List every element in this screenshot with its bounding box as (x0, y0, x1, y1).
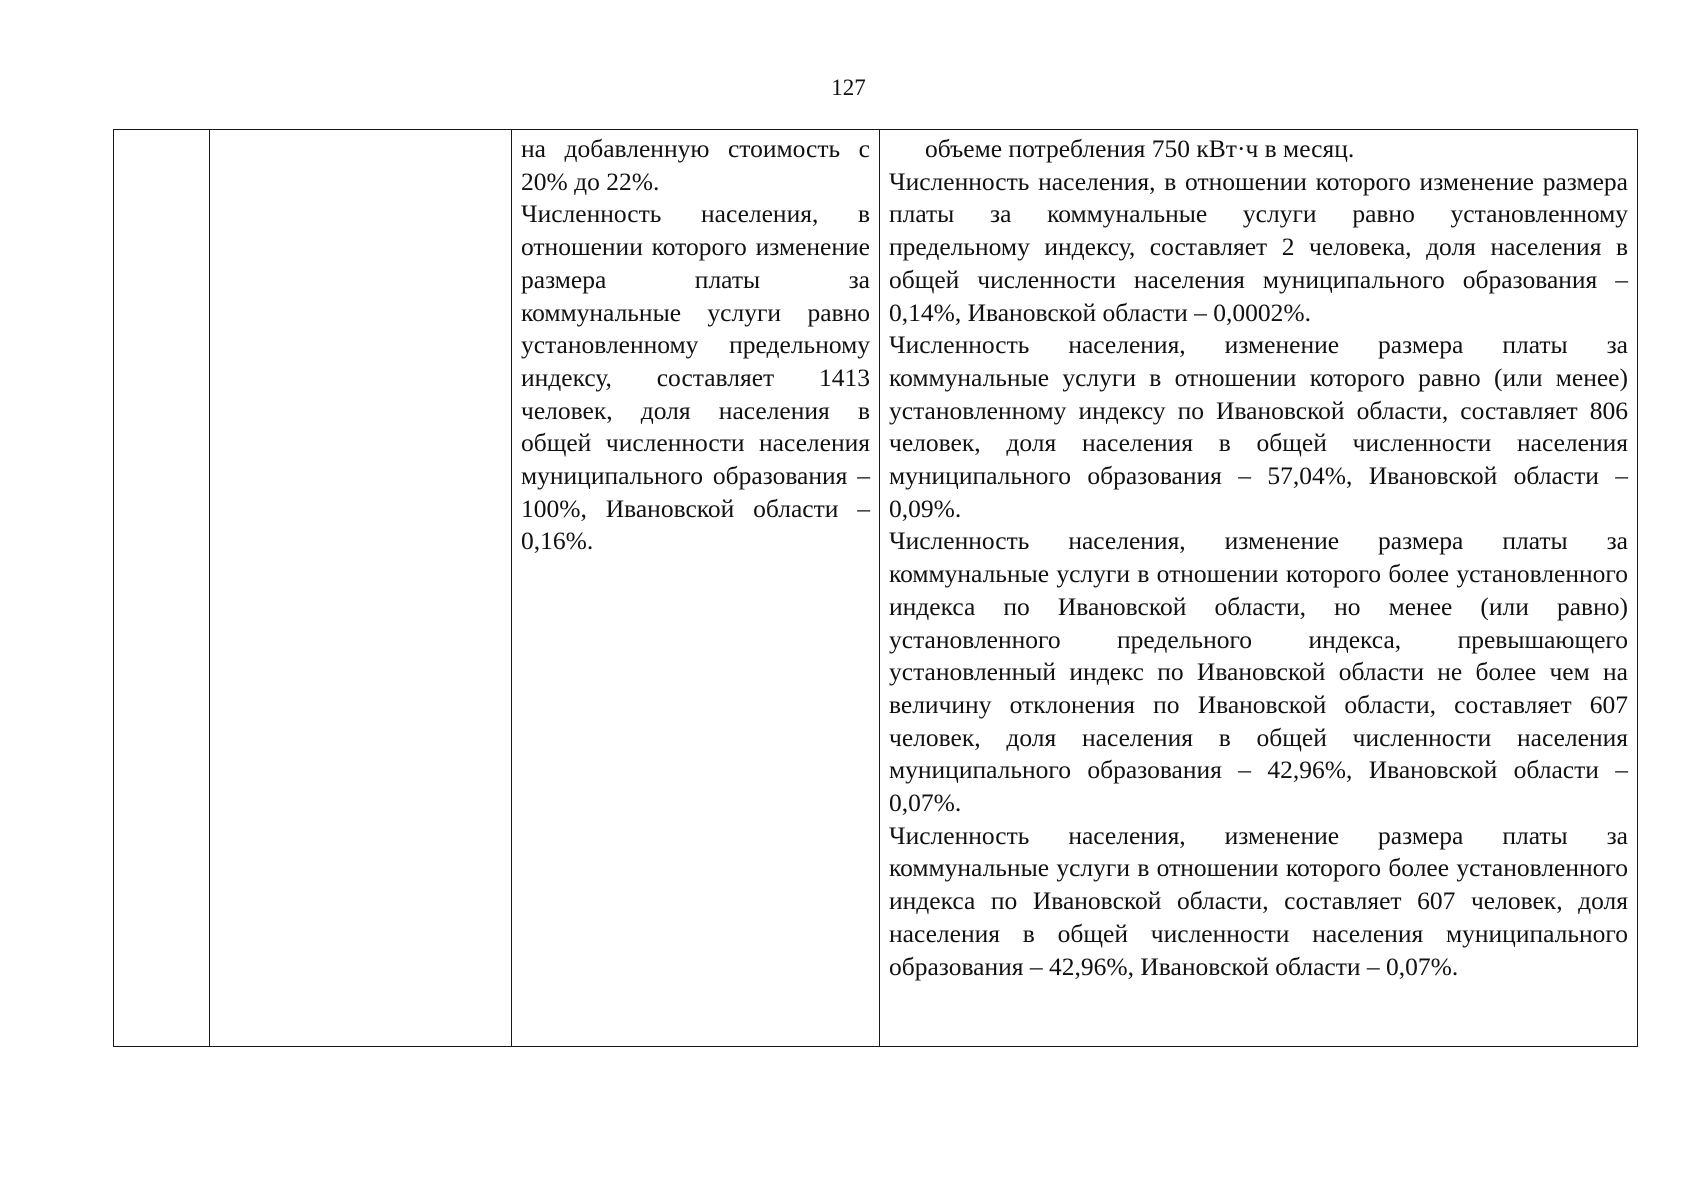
table-cell-col-2 (210, 130, 512, 1047)
table-cell-col-4 (880, 130, 1638, 1047)
col4-paragraph-above-index: Численность населения, изменение размера платы за коммунальные услуги в отношении которого более установленного индекса по Ивановской области, составляет 607 человек, доля населения в общей численности населения муниципального образования – 42,96%, Ивановской области – 0,07%. (889, 820, 1628, 981)
col3-paragraph-vat: на добавленную стоимость с 20% до 22%. (521, 134, 870, 196)
col3-paragraph-population: Численность населения, в отношении которого изменение размера платы за коммунальные услуги равно установленному предельному индексу, составляет 1413 человек, доля населения в общей численности населения муниципального образования – 100%, Ивановской области – 0,16%. (521, 199, 870, 556)
col4-paragraph-equal-or-less: Численность населения, изменение размера платы за коммунальные услуги в отношении которого равно (или менее) установленному индексу по Ивановской области, составляет 806 человек, доля населения в общей численности населения муниципального образования – 57,04%, Ивановской области – 0,09%. (889, 330, 1628, 523)
table-row (114, 130, 1638, 1047)
data-table (113, 129, 1638, 1047)
table-cell-col-3 (512, 130, 880, 1047)
col4-paragraph-consumption: объеме потребления 750 кВт·ч в месяц. (925, 134, 1355, 163)
table-cell-col-1 (114, 130, 210, 1047)
page-number: 127 (831, 75, 866, 100)
col4-paragraph-above-index-within-deviation: Численность населения, изменение размера платы за коммунальные услуги в отношении которого более установленного индекса по Ивановской области, но менее (или равно) установленного предельного индекса, превышающего установленный индекс по Ивановской области не более чем на величину отклонения по Ивановской области, составляет 607 человек, доля населения в общей численности населения муниципального образования – 42,96%, Ивановской области – 0,07%. (889, 526, 1628, 818)
col4-paragraph-equal-limit: Численность населения, в отношении которого изменение размера платы за коммунальные услуги равно установленному предельному индексу, составляет 2 человека, доля населения в общей численности населения муниципального образования – 0,14%, Ивановской области – 0,0002%. (889, 166, 1628, 327)
